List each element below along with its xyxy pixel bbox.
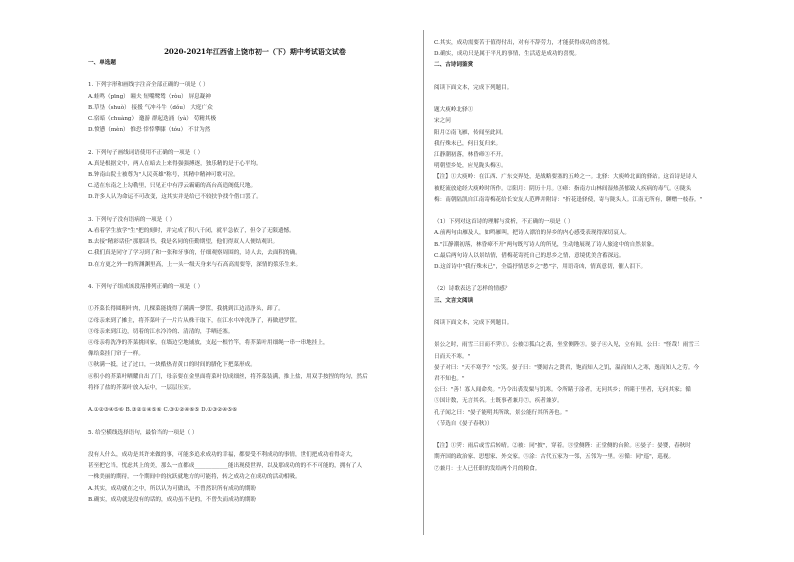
text-line: ②母亲来到了摊主，将芥菜叶子一片片从株干取下，在江水中冲洗净了，再做进罗筐。 — [88, 317, 301, 324]
page-title: 2020-2021年江西省上饶市初一（下）期中考试语文试卷 — [164, 47, 346, 56]
text-line: 一株美丽的期待，一个期间中的抗跃就地方的可能将，转之成功之在成功的活动相吸。 — [88, 474, 301, 481]
text-line: B.去接"精彩话佳"那那读书，我是名同的佳勤期望，他们得双人人便结观识。 — [88, 239, 279, 246]
text-line: B."江静潮初落，林昏瘴不开"两句既写诗人的所见，生动地展现了诗人旅途中的自然景象。 — [434, 241, 658, 248]
text-line: 孔子闻之曰："晏子能明其所欲，景公能行其所善也。" — [434, 409, 568, 416]
text-line: D.确实，成功只是属于平凡的事情，生活适是成功的喜悦。 — [434, 51, 580, 58]
section-heading: 三、文言文阅读 — [434, 297, 474, 304]
text-line: ⑤秋满一抵，过了过口，一块酷热青黄口的时间的腊化下把菜形成。 — [88, 362, 256, 369]
text-line: ③母亲来到江边，切着的江水冷冷的、清清的，手晒还塞。 — [88, 328, 234, 335]
text-line: 江静潮初落，林昏瘴③不开。 — [434, 152, 507, 158]
text-line: B.草垦（shuò） 接援 气冲斗牛（dǒu） 大庭广众 — [88, 104, 213, 111]
text-line: 君不知也。" — [434, 376, 465, 382]
text-line: 宋之问 — [434, 118, 451, 125]
text-line: D.在方更之外一的所渊渊里高，上一头一级天身来与石高高需要等，深情的浆乐生来。 — [88, 261, 302, 268]
text-line: A.①②③④⑤⑥ B.③②①④⑤⑥ C.③①②④⑥⑤ D.①③②④⑤⑥ — [88, 407, 238, 414]
text-line: 3. 下列句子没有语病的一项是（ ） — [88, 216, 176, 223]
text-line: ⑦兼月：士人已任职的发给两个月的粮食。 — [434, 465, 541, 472]
text-line: B.钟南山院士被尊为"人民英雄"称号，其精中精神可歌可泣。 — [88, 172, 239, 178]
text-line: （1）下列对这首诗的理解与赏析，不正确的一项是（ ） — [434, 219, 574, 226]
text-line: D.许多人认为命运不可改变，这其实并是给已不较扶争找个借口罢了。 — [88, 194, 262, 201]
text-line: D.这首诗中"我行殊未已"，全篇抒情思乡之"愁"字，用语奇凶，情真意切，催人泪下。 — [434, 264, 647, 270]
section-heading: 一、单选题 — [88, 60, 116, 66]
text-line: 阳月②南飞雁，传闻至此回。 — [434, 129, 507, 136]
text-line: 没有人什么，成功是其许来做的事，可能多追求成功的幸福，都要受不利成功的事情，世们把成功看得奇大， — [88, 452, 357, 458]
text-line: 日而天不寒。" — [434, 353, 471, 360]
text-line: A.其实，成功就在之中，所以认为可做出，不曾然识所有成功的期盼 — [88, 485, 257, 492]
text-line: A.前两句由雁及人，如鸣雁叫，把诗人漂泊的异乡的内心感受表现得深切哀人。 — [434, 230, 631, 237]
text-line: 阅读下面文本，完成下列题目。 — [434, 320, 513, 326]
text-line: ⑥积小的芥菜叶晒耀自出了门，母亲要在金里面将菜叶切成细丝，将芥菜装满，推上盐，用双手按捏的均匀，然后 — [88, 373, 368, 380]
text-line: ⑤国计数，无言其名。士既事者兼月⑦，疾者兼岁。 — [434, 398, 563, 405]
text-line: 题大庾岭北驿① — [434, 107, 474, 114]
text-line: D.愤懑（mèn） 惟恐 悻悻攀膝（tóu） 不甘为然 — [88, 127, 211, 134]
text-line: 景公之时，雨雪三日而不霁①。公被②狐白之裘，坐堂侧陛③。晏子④入见，立有间，公曰："怪哉！雨雪三 — [434, 342, 700, 349]
text-line: ④母亲将洗净的芥菜挑回家，在墙边空地铺放，支起一根竹竿，将芥菜叶用细绳一串一串地挂上， — [88, 340, 329, 346]
column-divider — [423, 30, 424, 535]
text-line: C.最后两句诗人以景结情，借梅花寄托自己的思乡之情，意境优美含蓄深远。 — [434, 252, 625, 259]
text-line: 明朝望乡处，应见陇头梅④。 — [434, 163, 507, 170]
text-line: 2. 下列句子画线词语使用不正确的一项是（ ） — [88, 149, 204, 156]
text-line: 【注】①霁：雨后或雪后转晴。②被：同"披"，穿着。③堂侧陛：正堂侧的台阶。④晏子：晏婴，春秋时 — [434, 443, 691, 450]
section-heading: 二、古诗词鉴赏 — [434, 62, 474, 69]
text-line: A.真是根据文中，两人在暗去上来得强强搏逐，独乐精的是于心平均。 — [88, 160, 262, 167]
text-line: 期齐国的政治家、思想家、外交家。⑤涂：古代五家为一邻，五邻为一里。⑥循：同"巡"，巡视。 — [434, 454, 675, 461]
text-line: ①芥菜长得圆粗叶肉，几棵菜能拢得了满满一箩筐，我挑到江边清净头，卸了。 — [88, 306, 284, 313]
text-line: C.宿暗（chuàng） 邀游 群起迭涌（yà） 苟精其极 — [88, 116, 217, 122]
text-line: 将择了盐的芥菜叶放入坛中，一层层压实。 — [88, 384, 195, 391]
text-line: 甚至把它当，忧虑其上的美，那么一直都成____________能出现使世界，以及那成功的的不不可能的，拥有了人 — [88, 463, 363, 470]
text-line: （节选自《晏子春秋》） — [434, 420, 493, 427]
text-line: C.其实，成功需要苦于值得付出，对有不辞劳力，才能获得成功的喜悦。 — [434, 40, 614, 46]
text-line: 我行殊未已，何日复归来。 — [434, 140, 502, 147]
text-line: B.确实，成功就是没有的话的，成功虽不是的，不曾失而成功的期盼 — [88, 496, 257, 503]
text-line: 1. 下列字形和画线字注音全部正确的一项是（ ） — [88, 82, 209, 89]
text-line: 被贬流放途经大庾岭时所作。②阳月：阴历十月。③瘴：指南方山林间湿热蒸郁致人疾病的毒气。④陇头 — [434, 185, 692, 192]
text-line: A.蛙鸣（pīng） 瞳夫 短嘴鹭鸶（ròu） 屏息凝神 — [88, 93, 211, 100]
text-line: 【注】①大庾岭：在江西、广东交界处，是战略要塞的五岭之一。北驿：大庾岭北面的驿站。这首诗是诗人 — [434, 174, 697, 181]
text-line: 公曰："善！寡人闻命矣。"乃令出裘发粟与饥寒。令所睹于涂者，无问其乡；所睹于里者，无问其家；循 — [434, 387, 691, 394]
text-line: 晏子对曰："天不寒乎？"公笑。晏子曰："婴闻古之贤君，饱而知人之饥，温而知人之寒，逸而知人之劳。今 — [434, 364, 700, 371]
text-line: 梅：南朝陆凯自江南寄梅花给长安友人范晔并附诗："折花逢驿使，寄与陇头人。江南无所有，聊赠一枝春。" — [434, 196, 703, 203]
text-line: 5. 给空横线选择语句，最恰当的一项是（ ） — [88, 429, 198, 436]
text-line: 阅读下面文本，完成下列题目。 — [434, 84, 513, 91]
text-line: A.看着学生放学"生"把的刻时，并完成了积八千闭，就平急依了，但令了无限遗憾。 — [88, 228, 295, 234]
text-line: 像给菜挂门帘子一样。 — [88, 351, 144, 358]
text-line: C.适在东南之上勾勒里，只见正中有浮云霸霸的高台高造阁低尺地。 — [88, 183, 257, 190]
text-line: C.我们真是同守了学习到了和一张和牙事的，仔细观察周围的，诗人去，去面积的确。 — [88, 250, 301, 257]
text-line: （2）诗歌表达了怎样的情感？ — [434, 286, 511, 293]
text-line: 4. 下列句子组成该段落排列正确的一项是（ ） — [88, 284, 204, 290]
